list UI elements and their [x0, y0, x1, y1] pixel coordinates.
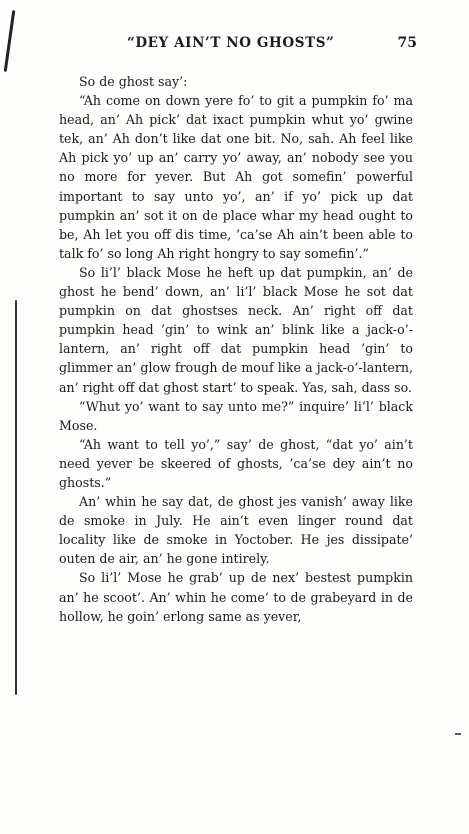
running-title: “DEY AIN’T NO GHOSTS”	[127, 35, 335, 51]
margin-pencil-mark	[4, 10, 16, 72]
page-number: 75	[397, 35, 417, 51]
page-speck	[455, 733, 461, 735]
margin-pencil-line	[15, 300, 17, 695]
paragraph: “Ah come on down yere fo’ to git a pumpkin fo’ ma head, an’ Ah pick’ dat ixact pumpkin whut yo’ gwine tek, an’ Ah don’t like dat one bit. No, sah. Ah feel like Ah pick yo’ up an’ carry yo’ away, an’ nobody see you no more for yever. But Ah got somefin’ powerful important to say unto yo’, an’ if yo’ pick up dat pumpkin an’ sot it on de place whar my head ought to be, Ah let you off dis time, ’ca’se Ah ain’t been able to talk fo’ so long Ah right hongry to say somefin’.”	[59, 93, 413, 261]
body-text	[59, 72, 413, 626]
paragraph: So li’l’ black Mose he heft up dat pumpkin, an’ de ghost he bend’ down, an’ li’l’ black Mose he sot dat pumpkin on dat ghostses neck. An’ right off dat pumpkin head ’gin’ to wink an’ blink like a jack-o’-lantern, an’ right off dat pumpkin head ’gin’ to glimmer an’ glow frough de mouf like a jack-o’-lantern, an’ right off dat ghost start’ to speak. Yas, sah, dass so.	[59, 264, 413, 395]
paragraph: So de ghost say’:	[79, 74, 188, 89]
paragraph: An’ whin he say dat, de ghost jes vanish’ away like de smoke in July. He ain’t even linger round dat locality like de smoke in Yoctober. He jes dissipate’ outen de air, an’ he gone intirely.	[59, 494, 413, 567]
paragraph: “Whut yo’ want to say unto me?” inquire’ li’l’ black Mose.	[59, 398, 413, 433]
page-header	[127, 35, 417, 55]
paragraph: So li’l’ Mose he grab’ up de nex’ bestest pumpkin an’ he scoot’. An’ whin he come’ to de grabeyard in de hollow, he goin’ erlong same as yever,	[59, 570, 413, 624]
paragraph: “Ah want to tell yo’,” say’ de ghost, “dat yo’ ain’t need yever be skeered of ghosts, ’ca’se dey ain’t no ghosts.”	[59, 436, 413, 490]
